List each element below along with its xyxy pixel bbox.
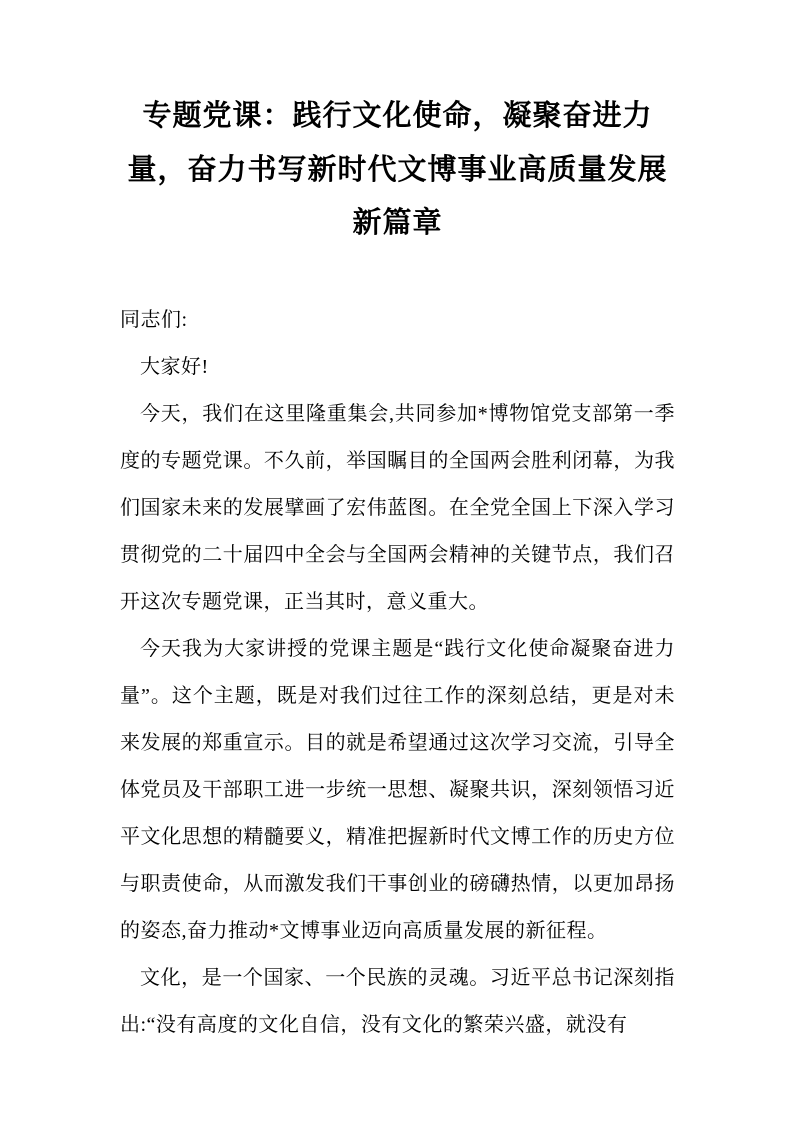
- document-body: [120, 297, 675, 1049]
- paragraph-theme: 今天我为大家讲授的党课主题是“践行文化使命凝聚奋进力量”。这个主题，既是对我们过往工作的深刻总结，更是对未来发展的郑重宣示。目的就是希望通过这次学习交流，引导全体党员及干部职工进一步统一思想、凝聚共识，深刻领悟习近平文化思想的精髓要义，精准把握新时代文博工作的历史方位与职责使命，从而激发我们干事创业的磅礴热情，以更加昂扬的姿态,奋力推动*文博事业迈向高质量发展的新征程。: [120, 637, 675, 942]
- paragraph-salutation: 同志们:: [120, 308, 188, 331]
- document-title: 专题党课：践行文化使命，凝聚奋进力量，奋力书写新时代文博事业高质量发展新篇章: [127, 100, 668, 240]
- paragraph-culture: 文化，是一个国家、一个民族的灵魂。习近平总书记深刻指出:“没有高度的文化自信，没有文化的繁荣兴盛，就没有: [120, 966, 675, 1036]
- paragraph-greeting: 大家好!: [140, 355, 209, 378]
- paragraph-intro: 今天，我们在这里隆重集会,共同参加*博物馆党支部第一季度的专题党课。不久前，举国瞩目的全国两会胜利闭幕，为我们国家未来的发展擘画了宏伟蓝图。在全党全国上下深入学习贯彻党的二十届四中全会与全国两会精神的关键节点，我们召开这次专题党课，正当其时，意义重大。: [120, 402, 675, 613]
